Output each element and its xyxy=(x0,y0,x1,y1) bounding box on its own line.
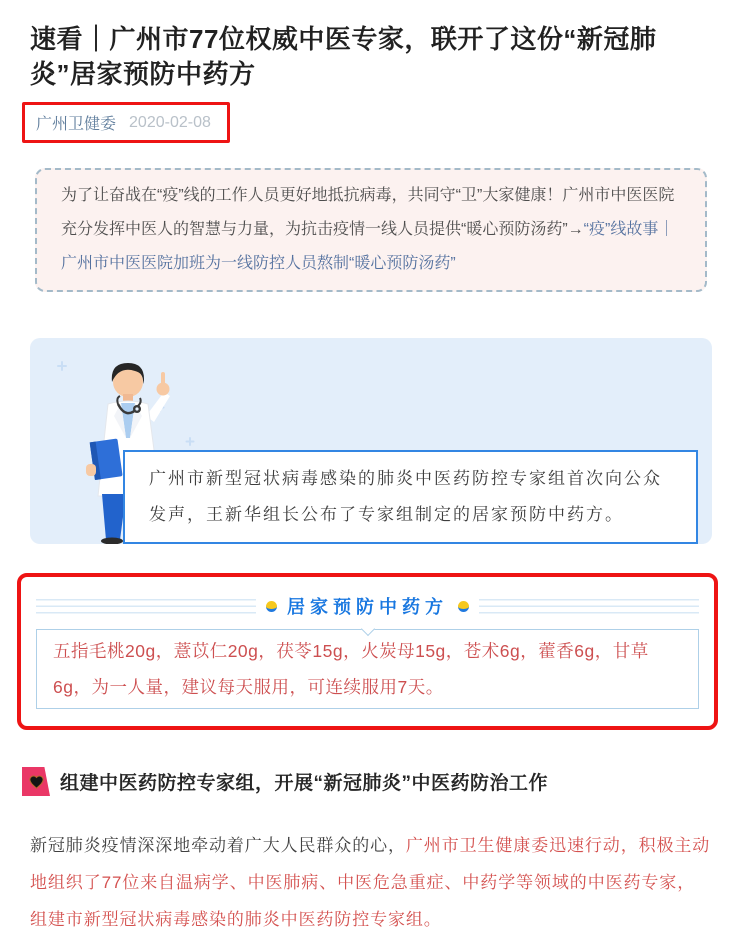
section-title: 组建中医药防控专家组，开展“新冠肺炎”中医药防治工作 xyxy=(60,773,549,794)
body-text-highlight: 广州市卫生健康委迅速行动，积极主动地组织了77位来自温病学、中医肺病、中医危急重症、中药学等领域的中医药专家，组建市新型冠状病毒感染的肺炎中医药防控专家组。 xyxy=(30,836,711,929)
hero-panel xyxy=(30,338,712,544)
body-text-lead: 新冠肺炎疫情深深地牵动着广大人民群众的心， xyxy=(30,836,406,855)
intro-text: 为了让奋战在“疫”线的工作人员更好地抵抗病毒，共同守“卫”大家健康！广州市中医医院充分发挥中医人的智慧与力量，为抗击疫情一线人员提供“暖心预防汤药”→ xyxy=(61,187,675,238)
source-name[interactable]: 广州卫健委 xyxy=(36,116,117,133)
article-page xyxy=(0,22,742,933)
publish-date: 2020-02-08 xyxy=(129,113,211,131)
intro-link[interactable]: “疫”线故事｜广州市中医医院加班为一线防控人员熬制“暖心预防汤药” xyxy=(61,221,675,272)
prescription-box: 五指毛桃20g，薏苡仁20g，茯苓15g，火炭母15g，苍术6g，藿香6g，甘草6g，为一人量，建议每天服用，可连续服用7天。 xyxy=(36,629,699,709)
section-heading xyxy=(22,767,712,796)
body-paragraph xyxy=(30,827,712,938)
hero-callout: 广州市新型冠状病毒感染的肺炎中医药防控专家组首次向公众发声，王新华组长公布了专家组制定的居家预防中药方。 xyxy=(123,450,698,544)
deco-lines-right xyxy=(479,599,699,614)
prescription-heading: 居家预防中药方 xyxy=(287,597,448,617)
heart-icon xyxy=(22,767,50,796)
yellow-dot-icon xyxy=(458,601,469,612)
page-title: 速看｜广州市77位权威中医专家，联开了这份“新冠肺炎”居家预防中药方 xyxy=(30,24,657,89)
prescription-heading-row xyxy=(36,593,699,619)
deco-lines-left xyxy=(36,599,256,614)
source-annotation-box xyxy=(22,102,230,143)
yellow-dot-icon xyxy=(266,601,277,612)
intro-dashed-box xyxy=(35,168,707,292)
prescription-annotation-box xyxy=(17,573,718,730)
